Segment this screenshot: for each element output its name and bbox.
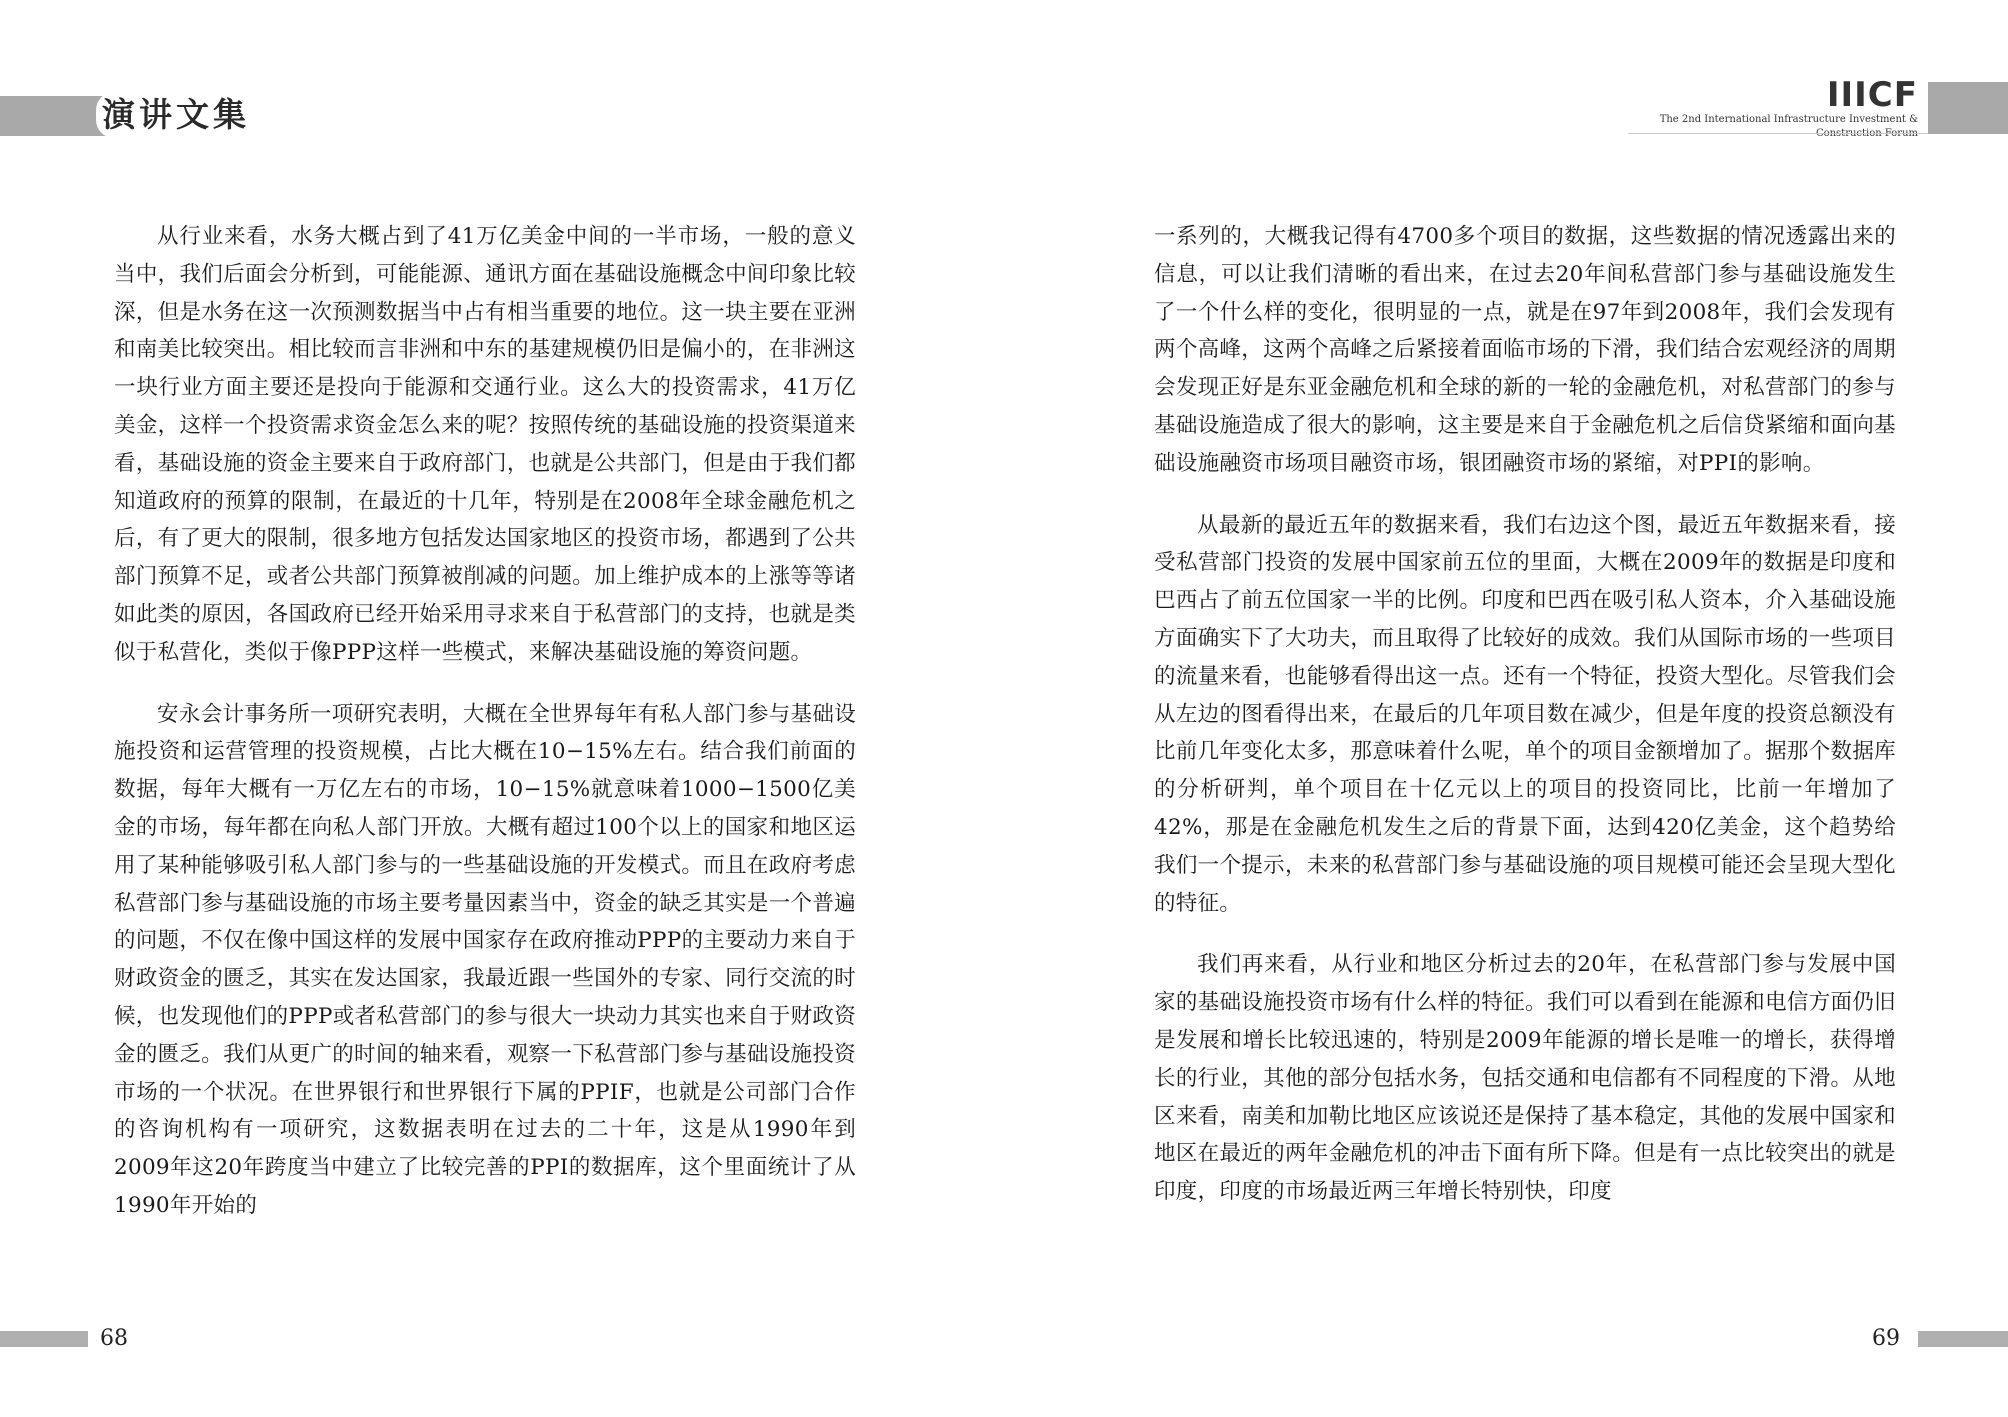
left-paragraph-1: 从行业来看，水务大概占到了41万亿美金中间的一半市场，一般的意义当中，我们后面会分析到，可能能源、通讯方面在基础设施概念中间印象比较深，但是水务在这一次预测数据当中占有相当重要的地位。这一块主要在亚洲和南美比较突出。相比较而言非洲和中东的基建规模仍旧是偏小的，在非洲这一块行业方面主要还是投向于能源和交通行业。这么大的投资需求，41万亿美金，这样一个投资需求资金怎么来的呢？按照传统的基础设施的投资渠道来看，基础设施的资金主要来自于政府部门，也就是公共部门，但是由于我们都知道政府的预算的限制，在最近的十几年，特别是在2008年全球金融危机之后，有了更大的限制，很多地方包括发达国家地区的投资市场，都遇到了公共部门预算不足，或者公共部门预算被削减的问题。加上维护成本的上涨等等诸如此类的原因，各国政府已经开始采用寻求来自于私营部门的支持，也就是类似于私营化，类似于像PPP这样一些模式，来解决基础设施的筹资问题。 [114, 224, 856, 665]
right-paragraph-3: 我们再来看，从行业和地区分析过去的20年，在私营部门参与发展中国家的基础设施投资市场有什么样的特征。我们可以看到在能源和电信方面仍旧是发展和增长比较迅速的，特别是2009年能源的增长是唯一的增长，获得增长的行业，其他的部分包括水务，包括交通和电信都有不同程度的下滑。从地区来看，南美和加勒比地区应该说还是保持了基本稳定，其他的发展中国家和地区在最近的两年金融危机的冲击下面有所下降。但是有一点比较突出的就是印度，印度的市场最近两三年增长特别快，印度 [1154, 952, 1896, 1205]
right-paragraph-1: 一系列的，大概我记得有4700多个项目的数据，这些数据的情况透露出来的信息，可以让我们清晰的看出来，在过去20年间私营部门参与基础设施发生了一个什么样的变化，很明显的一点，就是在97年到2008年，我们会发现有两个高峰，这两个高峰之后紧接着面临市场的下滑，我们结合宏观经济的周期会发现正好是东亚金融危机和全球的新的一轮的金融危机，对私营部门的参与基础设施造成了很大的影响，这主要是来自于金融危机之后信贷紧缩和面向基础设施融资市场项目融资市场，银团融资市场的紧缩，对PPI的影响。 [1154, 224, 1896, 476]
header-bar-right [1928, 82, 2008, 134]
logo-subtitle-line2 [1660, 128, 1918, 140]
right-text-column [1154, 218, 1896, 1235]
right-page [1004, 0, 2008, 1417]
logo-subtitle-line1: The 2nd International Infrastructure Investment & [1659, 114, 1918, 125]
right-paragraph-2: 从最新的最近五年的数据来看，我们右边这个图，最近五年数据来看，接受私营部门投资的发展中国家前五位的里面，大概在2009年的数据是印度和巴西占了前五位国家一半的比例。印度和巴西在吸引私人资本，介入基础设施方面确实下了大功夫，而且取得了比较好的成效。我们从国际市场的一些项目的流量来看，也能够看得出这一点。还有一个特征，投资大型化。尽管我们会从左边的图看得出来，在最后的几年项目数在减少，但是年度的投资总额没有比前几年变化太多，那意味着什么呢，单个的项目金额增加了。据那个数据库的分析研判，单个项目在十亿元以上的项目的投资同比，比前一年增加了42%，那是在金融危机发生之后的背景下面，达到420亿美金，这个趋势给我们一个提示，未来的私营部门参与基础设施的项目规模可能还会呈现大型化的特征。 [1154, 512, 1896, 916]
logo-text: IIICF [1826, 75, 1918, 115]
left-paragraph-2: 安永会计事务所一项研究表明，大概在全世界每年有私人部门参与基础设施投资和运营管理的投资规模，占比大概在10−15%左右。结合我们前面的数据，每年大概有一万亿左右的市场，10−15%就意味着1000−1500亿美金的市场，每年都在向私人部门开放。大概有超过100个以上的国家和地区运用了某种能够吸引私人部门参与的一些基础设施的开发模式。而且在政府考虑私营部门参与基础设施的市场主要考量因素当中，资金的缺乏其实是一个普遍的问题，不仅在像中国这样的发展中国家存在政府推动PPP的主要动力来自于财政资金的匮乏，其实在发达国家，我最近跟一些国外的专家、同行交流的时候，也发现他们的PPP或者私营部门的参与很大一块动力其实也来自于财政资金的匮乏。我们从更广的时间的轴来看，观察一下私营部门参与基础设施投资市场的一个状况。在世界银行和世界银行下属的PPIF，也就是公司部门合作的咨询机构有一项研究，这数据表明在过去的二十年，这是从1990年到2009年这20年跨度当中建立了比较完善的PPI的数据库，这个里面统计了从1990年开始的 [114, 701, 856, 1218]
header-rule [1628, 133, 1928, 134]
left-text-column [114, 218, 856, 1249]
footer-bar-right [1918, 1331, 2008, 1347]
forum-logo [1659, 75, 1918, 140]
page-number-left: 68 [100, 1326, 128, 1351]
page-number-right: 69 [1872, 1326, 1900, 1351]
footer-bar-left [0, 1331, 88, 1347]
header-title: 演讲文集 [96, 92, 258, 138]
